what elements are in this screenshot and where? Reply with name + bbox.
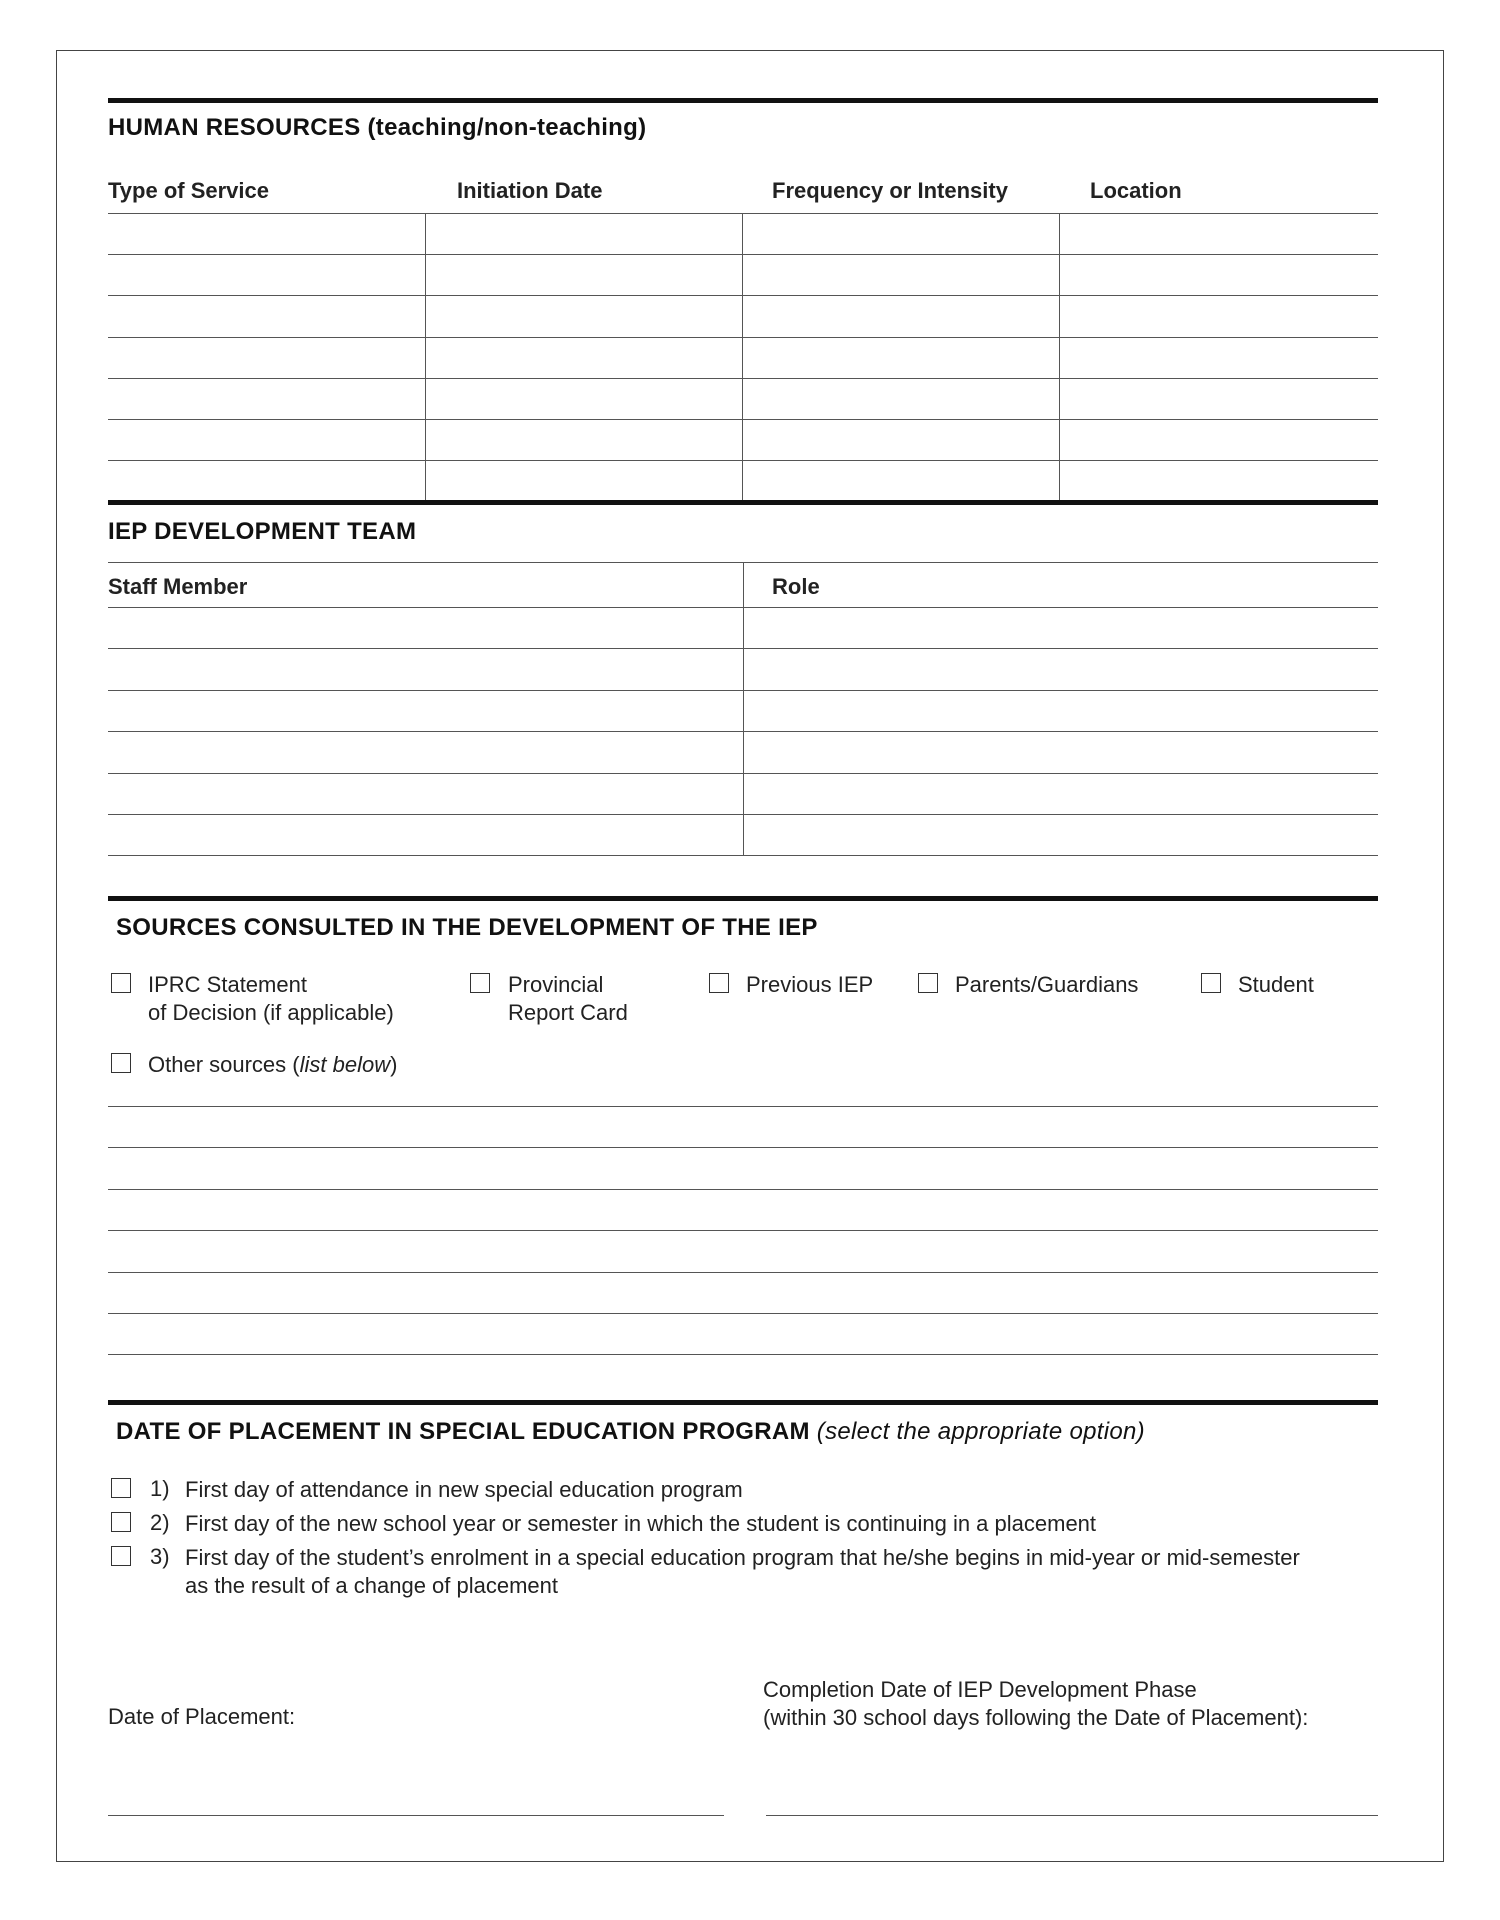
col-location: Location [1090,178,1182,203]
source-checkbox-student[interactable] [1201,973,1221,993]
source-label-iprc: IPRC Statement of Decision (if applicable) [148,972,394,1025]
table-column-divider [425,213,426,500]
section-rule [108,1400,1378,1405]
col-initiation-date: Initiation Date [457,178,603,203]
source-label-student: Student [1238,972,1314,997]
table-row-line [108,419,1378,420]
completion-date-field[interactable] [766,1815,1378,1816]
table-column-divider [742,213,743,500]
source-label-other: Other sources (list below) [148,1052,398,1077]
source-checkbox-parents[interactable] [918,973,938,993]
section-rule [108,98,1378,103]
table-row-line [108,295,1378,296]
placement-label-1: First day of attendance in new special education program [185,1477,743,1502]
writing-line [108,1106,1378,1107]
col-role: Role [772,574,820,599]
table-row-line [108,213,1378,214]
writing-line [108,1230,1378,1231]
placement-checkbox-1[interactable] [111,1478,131,1498]
section-rule [108,896,1378,901]
writing-line [108,1272,1378,1273]
iep-team-title: IEP DEVELOPMENT TEAM [108,518,417,545]
table-row-line [108,378,1378,379]
source-checkbox-other[interactable] [111,1053,131,1073]
form-content [108,0,1378,1920]
table-row-line [108,460,1378,461]
placement-title: DATE OF PLACEMENT IN SPECIAL EDUCATION PROGRAM (select the appropriate option) [116,1418,1145,1445]
table-row-line [108,855,1378,856]
table-column-divider [1059,213,1060,500]
col-type-of-service: Type of Service [108,178,269,203]
source-label-provincial: Provincial Report Card [508,972,628,1025]
source-checkbox-iprc[interactable] [111,973,131,993]
date-of-placement-field[interactable] [108,1815,724,1816]
human-resources-title: HUMAN RESOURCES (teaching/non-teaching) [108,114,647,141]
sources-title: SOURCES CONSULTED IN THE DEVELOPMENT OF THE IEP [116,914,818,941]
table-column-divider [743,562,744,855]
col-frequency: Frequency or Intensity [772,178,1008,203]
source-label-parents: Parents/Guardians [955,972,1139,997]
placement-num-3: 3) [150,1544,170,1569]
col-staff-member: Staff Member [108,574,248,599]
source-label-previous-iep: Previous IEP [746,972,874,997]
placement-label-3: First day of the student’s enrolment in a special education program that he/she begins in mid-year or mid-semester as the result of a change of placement [185,1545,1300,1598]
writing-line [108,1147,1378,1148]
table-row-line [108,254,1378,255]
completion-date-label: Completion Date of IEP Development Phase (within 30 school days following the Date of Placement): [763,1677,1309,1730]
source-checkbox-previous-iep[interactable] [709,973,729,993]
section-rule [108,500,1378,505]
table-row-line [108,337,1378,338]
source-checkbox-provincial[interactable] [470,973,490,993]
placement-checkbox-3[interactable] [111,1546,131,1566]
placement-num-1: 1) [150,1476,170,1501]
placement-label-2: First day of the new school year or semester in which the student is continuing in a placement [185,1511,1097,1536]
placement-num-2: 2) [150,1510,170,1535]
writing-line [108,1189,1378,1190]
writing-line [108,1354,1378,1355]
date-of-placement-label: Date of Placement: [108,1704,296,1729]
writing-line [108,1313,1378,1314]
placement-checkbox-2[interactable] [111,1512,131,1532]
